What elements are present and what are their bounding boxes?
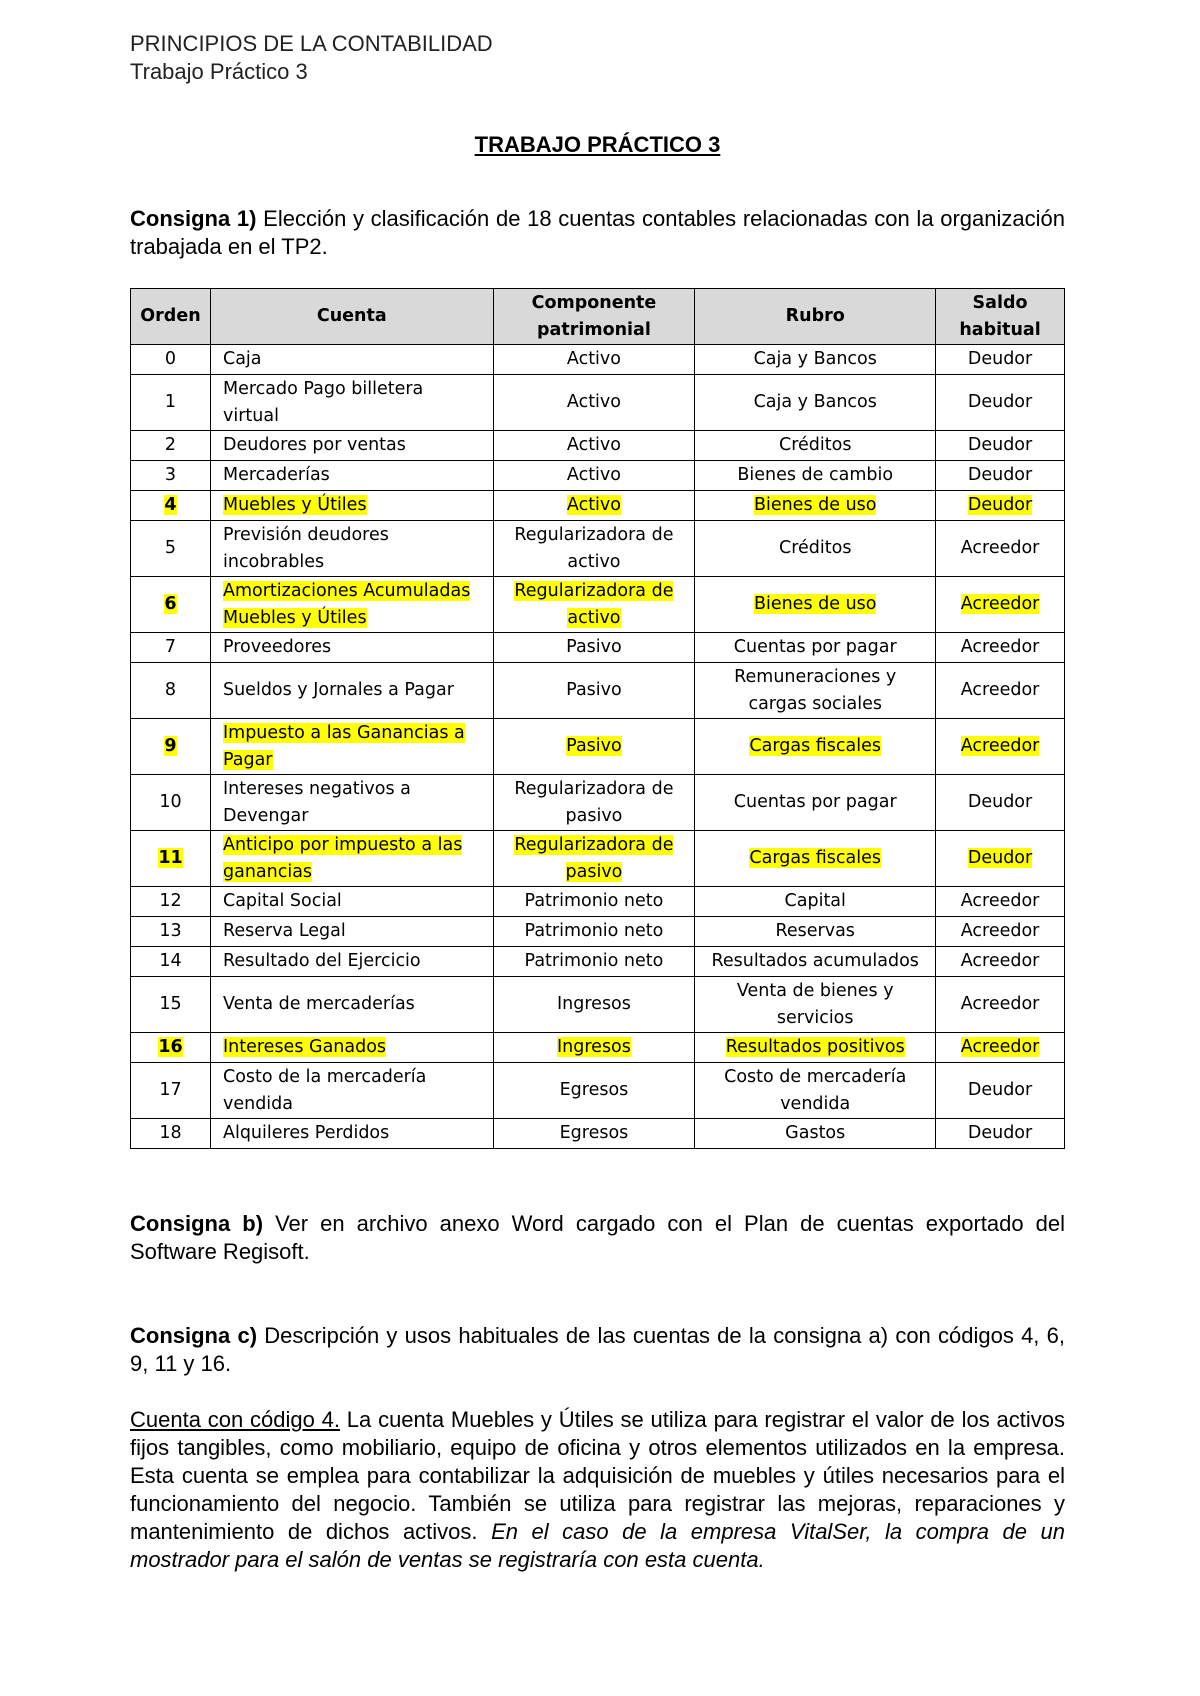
cell-cuenta-text: Impuesto a las Ganancias a Pagar xyxy=(222,722,465,770)
cell-saldo xyxy=(936,375,1065,431)
cuenta-4-label: Cuenta con código 4. xyxy=(130,1407,340,1432)
cell-orden-text: 2 xyxy=(164,435,177,455)
cell-saldo xyxy=(936,577,1065,633)
cell-cuenta xyxy=(210,947,493,977)
cell-componente-text: Patrimonio neto xyxy=(524,951,664,971)
cell-orden xyxy=(131,663,211,719)
cell-rubro xyxy=(695,345,936,375)
cell-rubro-text: Remuneraciones y cargas sociales xyxy=(734,666,897,714)
cell-rubro xyxy=(695,887,936,917)
cell-rubro-text: Caja y Bancos xyxy=(753,349,877,369)
cell-saldo xyxy=(936,831,1065,887)
table-row xyxy=(131,775,1065,831)
header-cuenta: Cuenta xyxy=(210,289,493,345)
cell-cuenta xyxy=(210,375,493,431)
cell-cuenta-text: Previsión deudores incobrables xyxy=(222,524,389,572)
cell-rubro-text: Bienes de uso xyxy=(753,594,877,614)
cell-rubro-text: Cargas fiscales xyxy=(749,736,881,756)
table-row xyxy=(131,663,1065,719)
cell-componente xyxy=(493,491,695,521)
cell-rubro xyxy=(695,1033,936,1063)
cell-rubro xyxy=(695,719,936,775)
cell-rubro xyxy=(695,491,936,521)
cell-cuenta xyxy=(210,663,493,719)
cell-orden xyxy=(131,577,211,633)
cell-rubro xyxy=(695,521,936,577)
cell-componente xyxy=(493,663,695,719)
cell-componente xyxy=(493,577,695,633)
cell-orden-text: 11 xyxy=(158,848,183,868)
cell-rubro xyxy=(695,831,936,887)
cell-saldo xyxy=(936,1063,1065,1119)
table-row xyxy=(131,1033,1065,1063)
cell-componente-text: Regularizadora de activo xyxy=(514,580,674,628)
cell-cuenta xyxy=(210,831,493,887)
cell-orden xyxy=(131,917,211,947)
table-row xyxy=(131,719,1065,775)
cell-componente-text: Ingresos xyxy=(557,1037,631,1057)
cell-rubro-text: Reservas xyxy=(775,921,855,941)
cell-cuenta xyxy=(210,521,493,577)
cell-cuenta-text: Mercado Pago billetera virtual xyxy=(222,378,424,426)
table-row xyxy=(131,633,1065,663)
cell-rubro-text: Capital xyxy=(784,891,846,911)
consigna-b-text: Ver en archivo anexo Word cargado con el Plan de cuentas exportado del Software Regisoft. xyxy=(130,1211,1066,1264)
cell-orden xyxy=(131,461,211,491)
cell-componente xyxy=(493,461,695,491)
cell-saldo xyxy=(936,1033,1065,1063)
cell-saldo-text: Deudor xyxy=(967,1123,1033,1143)
cell-cuenta xyxy=(210,887,493,917)
cell-orden-text: 13 xyxy=(159,921,182,941)
cell-rubro xyxy=(695,775,936,831)
cell-saldo-text: Acreedor xyxy=(960,1037,1040,1057)
table-row xyxy=(131,887,1065,917)
header-orden: Orden xyxy=(131,289,211,345)
cell-componente-text: Activo xyxy=(566,349,621,369)
cell-orden xyxy=(131,1033,211,1063)
cell-componente-text: Activo xyxy=(566,392,621,412)
cell-saldo xyxy=(936,633,1065,663)
page-header xyxy=(130,30,493,86)
consigna-b xyxy=(130,1210,1065,1266)
cell-saldo xyxy=(936,345,1065,375)
cell-saldo xyxy=(936,775,1065,831)
cell-saldo-text: Acreedor xyxy=(960,637,1040,657)
cell-rubro xyxy=(695,917,936,947)
cell-orden-text: 7 xyxy=(164,637,177,657)
cell-cuenta xyxy=(210,345,493,375)
cuenta-4-example: En el caso de la empresa VitalSer, la compra de un mostrador para el salón de ventas se registraría con esta cuenta. xyxy=(130,1519,1065,1572)
consigna-c-label: Consigna c) xyxy=(130,1323,258,1348)
cell-rubro-text: Resultados acumulados xyxy=(711,951,919,971)
cell-cuenta xyxy=(210,1119,493,1149)
cell-componente xyxy=(493,1063,695,1119)
cell-orden-text: 10 xyxy=(159,792,182,812)
table-header-row xyxy=(131,289,1065,345)
cell-orden xyxy=(131,947,211,977)
cell-rubro xyxy=(695,1119,936,1149)
cell-rubro xyxy=(695,461,936,491)
cell-orden-text: 17 xyxy=(159,1080,182,1100)
cell-cuenta xyxy=(210,633,493,663)
cell-orden-text: 4 xyxy=(164,495,177,515)
cell-saldo-text: Deudor xyxy=(967,792,1033,812)
cell-componente xyxy=(493,1119,695,1149)
cell-cuenta xyxy=(210,461,493,491)
table-row xyxy=(131,521,1065,577)
cell-componente-text: Patrimonio neto xyxy=(524,921,664,941)
cell-orden-text: 6 xyxy=(164,594,177,614)
cell-saldo-text: Acreedor xyxy=(960,736,1040,756)
cell-cuenta xyxy=(210,719,493,775)
cell-orden-text: 12 xyxy=(159,891,182,911)
cell-saldo xyxy=(936,719,1065,775)
cell-cuenta-text: Intereses Ganados xyxy=(222,1037,387,1057)
cell-cuenta-text: Anticipo por impuesto a las ganancias xyxy=(222,834,463,882)
cell-orden-text: 3 xyxy=(164,465,177,485)
cell-rubro xyxy=(695,663,936,719)
cell-componente xyxy=(493,917,695,947)
cell-saldo-text: Acreedor xyxy=(960,951,1040,971)
cell-componente-text: Pasivo xyxy=(566,680,622,700)
cell-orden xyxy=(131,375,211,431)
table-row xyxy=(131,917,1065,947)
header-course-title: PRINCIPIOS DE LA CONTABILIDAD xyxy=(130,31,493,56)
cell-orden xyxy=(131,633,211,663)
cell-componente-text: Activo xyxy=(566,465,621,485)
cell-componente-text: Activo xyxy=(566,495,621,515)
cell-saldo xyxy=(936,1119,1065,1149)
table-row xyxy=(131,577,1065,633)
cell-cuenta-text: Sueldos y Jornales a Pagar xyxy=(222,680,454,700)
cell-saldo-text: Acreedor xyxy=(960,921,1040,941)
cell-orden-text: 16 xyxy=(158,1037,183,1057)
cell-rubro-text: Créditos xyxy=(778,538,852,558)
cell-cuenta-text: Muebles y Útiles xyxy=(222,495,367,515)
cell-rubro-text: Gastos xyxy=(785,1123,846,1143)
cell-rubro xyxy=(695,375,936,431)
consigna-c-text: Descripción y usos habituales de las cuentas de la consigna a) con códigos 4, 6, 9, 11 y 16. xyxy=(130,1323,1065,1376)
table-row xyxy=(131,375,1065,431)
cell-orden-text: 15 xyxy=(159,994,182,1014)
cell-cuenta xyxy=(210,431,493,461)
document-title: TRABAJO PRÁCTICO 3 xyxy=(474,132,721,157)
cell-saldo xyxy=(936,887,1065,917)
consigna-b-label: Consigna b) xyxy=(130,1211,264,1236)
cell-saldo-text: Acreedor xyxy=(960,594,1040,614)
cell-componente-text: Regularizadora de pasivo xyxy=(514,778,674,826)
cell-componente-text: Regularizadora de activo xyxy=(514,524,674,572)
accounts-table xyxy=(130,288,1065,1149)
cell-saldo-text: Acreedor xyxy=(960,680,1040,700)
cell-orden-text: 5 xyxy=(164,538,177,558)
cell-saldo-text: Deudor xyxy=(967,465,1033,485)
cell-rubro-text: Bienes de cambio xyxy=(737,465,894,485)
cell-orden-text: 1 xyxy=(164,392,177,412)
cell-saldo-text: Deudor xyxy=(967,349,1033,369)
cell-cuenta xyxy=(210,491,493,521)
cell-saldo xyxy=(936,663,1065,719)
cell-rubro-text: Resultados positivos xyxy=(725,1037,905,1057)
cell-rubro xyxy=(695,431,936,461)
table-row xyxy=(131,491,1065,521)
cell-orden xyxy=(131,775,211,831)
header-componente: Componente patrimonial xyxy=(493,289,695,345)
cell-cuenta xyxy=(210,1033,493,1063)
cell-rubro xyxy=(695,947,936,977)
cell-cuenta xyxy=(210,577,493,633)
cell-cuenta-text: Caja xyxy=(222,349,262,369)
cell-rubro xyxy=(695,977,936,1033)
cell-saldo xyxy=(936,917,1065,947)
cell-cuenta-text: Venta de mercaderías xyxy=(222,994,415,1014)
cell-saldo-text: Deudor xyxy=(967,435,1033,455)
cell-cuenta-text: Capital Social xyxy=(222,891,342,911)
cell-orden xyxy=(131,431,211,461)
table-body xyxy=(131,345,1065,1149)
cell-saldo-text: Deudor xyxy=(967,392,1033,412)
cell-cuenta xyxy=(210,775,493,831)
consigna-1 xyxy=(130,205,1065,261)
cell-componente xyxy=(493,521,695,577)
cell-componente xyxy=(493,947,695,977)
cell-saldo xyxy=(936,461,1065,491)
cell-rubro-text: Cargas fiscales xyxy=(749,848,881,868)
cell-cuenta xyxy=(210,977,493,1033)
cell-rubro xyxy=(695,1063,936,1119)
cell-orden xyxy=(131,977,211,1033)
cell-orden xyxy=(131,521,211,577)
cell-cuenta-text: Deudores por ventas xyxy=(222,435,406,455)
cell-componente-text: Pasivo xyxy=(566,637,622,657)
cell-orden xyxy=(131,1063,211,1119)
cell-saldo-text: Deudor xyxy=(967,1080,1033,1100)
cuenta-4-text: La cuenta Muebles y Útiles se utiliza para registrar el valor de los activos fijos tangibles, como mobiliario, equipo de oficina y otros elementos utilizados en la empresa. Esta cuenta se emplea para contabilizar la adquisición de muebles y útiles necesarios para el funcionamiento del negocio. También se utiliza para registrar las mejoras, reparaciones y mantenimiento de dichos activos. xyxy=(130,1407,1065,1544)
cell-orden-text: 9 xyxy=(164,736,177,756)
cell-orden-text: 18 xyxy=(159,1123,182,1143)
cell-orden xyxy=(131,719,211,775)
cell-cuenta xyxy=(210,917,493,947)
consigna-1-text: Elección y clasificación de 18 cuentas contables relacionadas con la organización trabajada en el TP2. xyxy=(130,206,1065,259)
cell-rubro-text: Costo de mercadería vendida xyxy=(724,1066,907,1114)
cell-rubro xyxy=(695,633,936,663)
cell-cuenta-text: Alquileres Perdidos xyxy=(222,1123,390,1143)
cell-saldo xyxy=(936,491,1065,521)
cell-componente xyxy=(493,719,695,775)
cell-rubro-text: Créditos xyxy=(778,435,852,455)
cell-componente xyxy=(493,977,695,1033)
cell-saldo-text: Deudor xyxy=(967,495,1033,515)
cuenta-4-description xyxy=(130,1406,1065,1574)
cell-componente-text: Activo xyxy=(566,435,621,455)
cell-componente xyxy=(493,345,695,375)
cell-rubro-text: Cuentas por pagar xyxy=(733,792,897,812)
table-row xyxy=(131,461,1065,491)
cell-cuenta-text: Mercaderías xyxy=(222,465,330,485)
cell-componente xyxy=(493,431,695,461)
cell-componente xyxy=(493,375,695,431)
cell-saldo xyxy=(936,431,1065,461)
header-rubro: Rubro xyxy=(695,289,936,345)
table-row xyxy=(131,977,1065,1033)
cell-componente-text: Pasivo xyxy=(566,736,622,756)
cell-cuenta-text: Reserva Legal xyxy=(222,921,346,941)
cell-componente-text: Egresos xyxy=(559,1123,629,1143)
cell-componente xyxy=(493,1033,695,1063)
cell-rubro-text: Cuentas por pagar xyxy=(733,637,897,657)
cell-componente-text: Ingresos xyxy=(557,994,631,1014)
cell-orden xyxy=(131,831,211,887)
cell-orden-text: 8 xyxy=(164,680,177,700)
table-row xyxy=(131,947,1065,977)
cell-cuenta-text: Intereses negativos a Devengar xyxy=(222,778,411,826)
cell-componente-text: Egresos xyxy=(559,1080,629,1100)
cell-saldo xyxy=(936,947,1065,977)
cell-rubro-text: Venta de bienes y servicios xyxy=(736,980,894,1028)
cell-orden xyxy=(131,491,211,521)
cell-saldo-text: Acreedor xyxy=(960,538,1040,558)
cell-orden xyxy=(131,345,211,375)
consigna-1-label: Consigna 1) xyxy=(130,206,257,231)
cell-rubro xyxy=(695,577,936,633)
cell-orden xyxy=(131,887,211,917)
cell-saldo-text: Acreedor xyxy=(960,891,1040,911)
cell-cuenta-text: Costo de la mercadería vendida xyxy=(222,1066,427,1114)
cell-cuenta-text: Resultado del Ejercicio xyxy=(222,951,421,971)
cell-saldo xyxy=(936,521,1065,577)
cell-saldo xyxy=(936,977,1065,1033)
cell-componente xyxy=(493,633,695,663)
cell-saldo-text: Acreedor xyxy=(960,994,1040,1014)
cell-saldo-text: Deudor xyxy=(967,848,1033,868)
consigna-c xyxy=(130,1322,1065,1378)
header-assignment: Trabajo Práctico 3 xyxy=(130,59,308,84)
cell-orden xyxy=(131,1119,211,1149)
cell-componente xyxy=(493,775,695,831)
cell-componente xyxy=(493,887,695,917)
cell-componente-text: Regularizadora de pasivo xyxy=(514,834,674,882)
cell-componente-text: Patrimonio neto xyxy=(524,891,664,911)
table-row xyxy=(131,831,1065,887)
cell-rubro-text: Caja y Bancos xyxy=(753,392,877,412)
header-saldo: Saldo habitual xyxy=(936,289,1065,345)
cell-cuenta-text: Amortizaciones Acumuladas Muebles y Útiles xyxy=(222,580,471,628)
cell-cuenta-text: Proveedores xyxy=(222,637,332,657)
table-row xyxy=(131,1063,1065,1119)
table-row xyxy=(131,345,1065,375)
table-row xyxy=(131,431,1065,461)
cell-orden-text: 14 xyxy=(159,951,182,971)
cell-componente xyxy=(493,831,695,887)
cell-orden-text: 0 xyxy=(164,349,177,369)
table-row xyxy=(131,1119,1065,1149)
cell-rubro-text: Bienes de uso xyxy=(753,495,877,515)
cell-cuenta xyxy=(210,1063,493,1119)
